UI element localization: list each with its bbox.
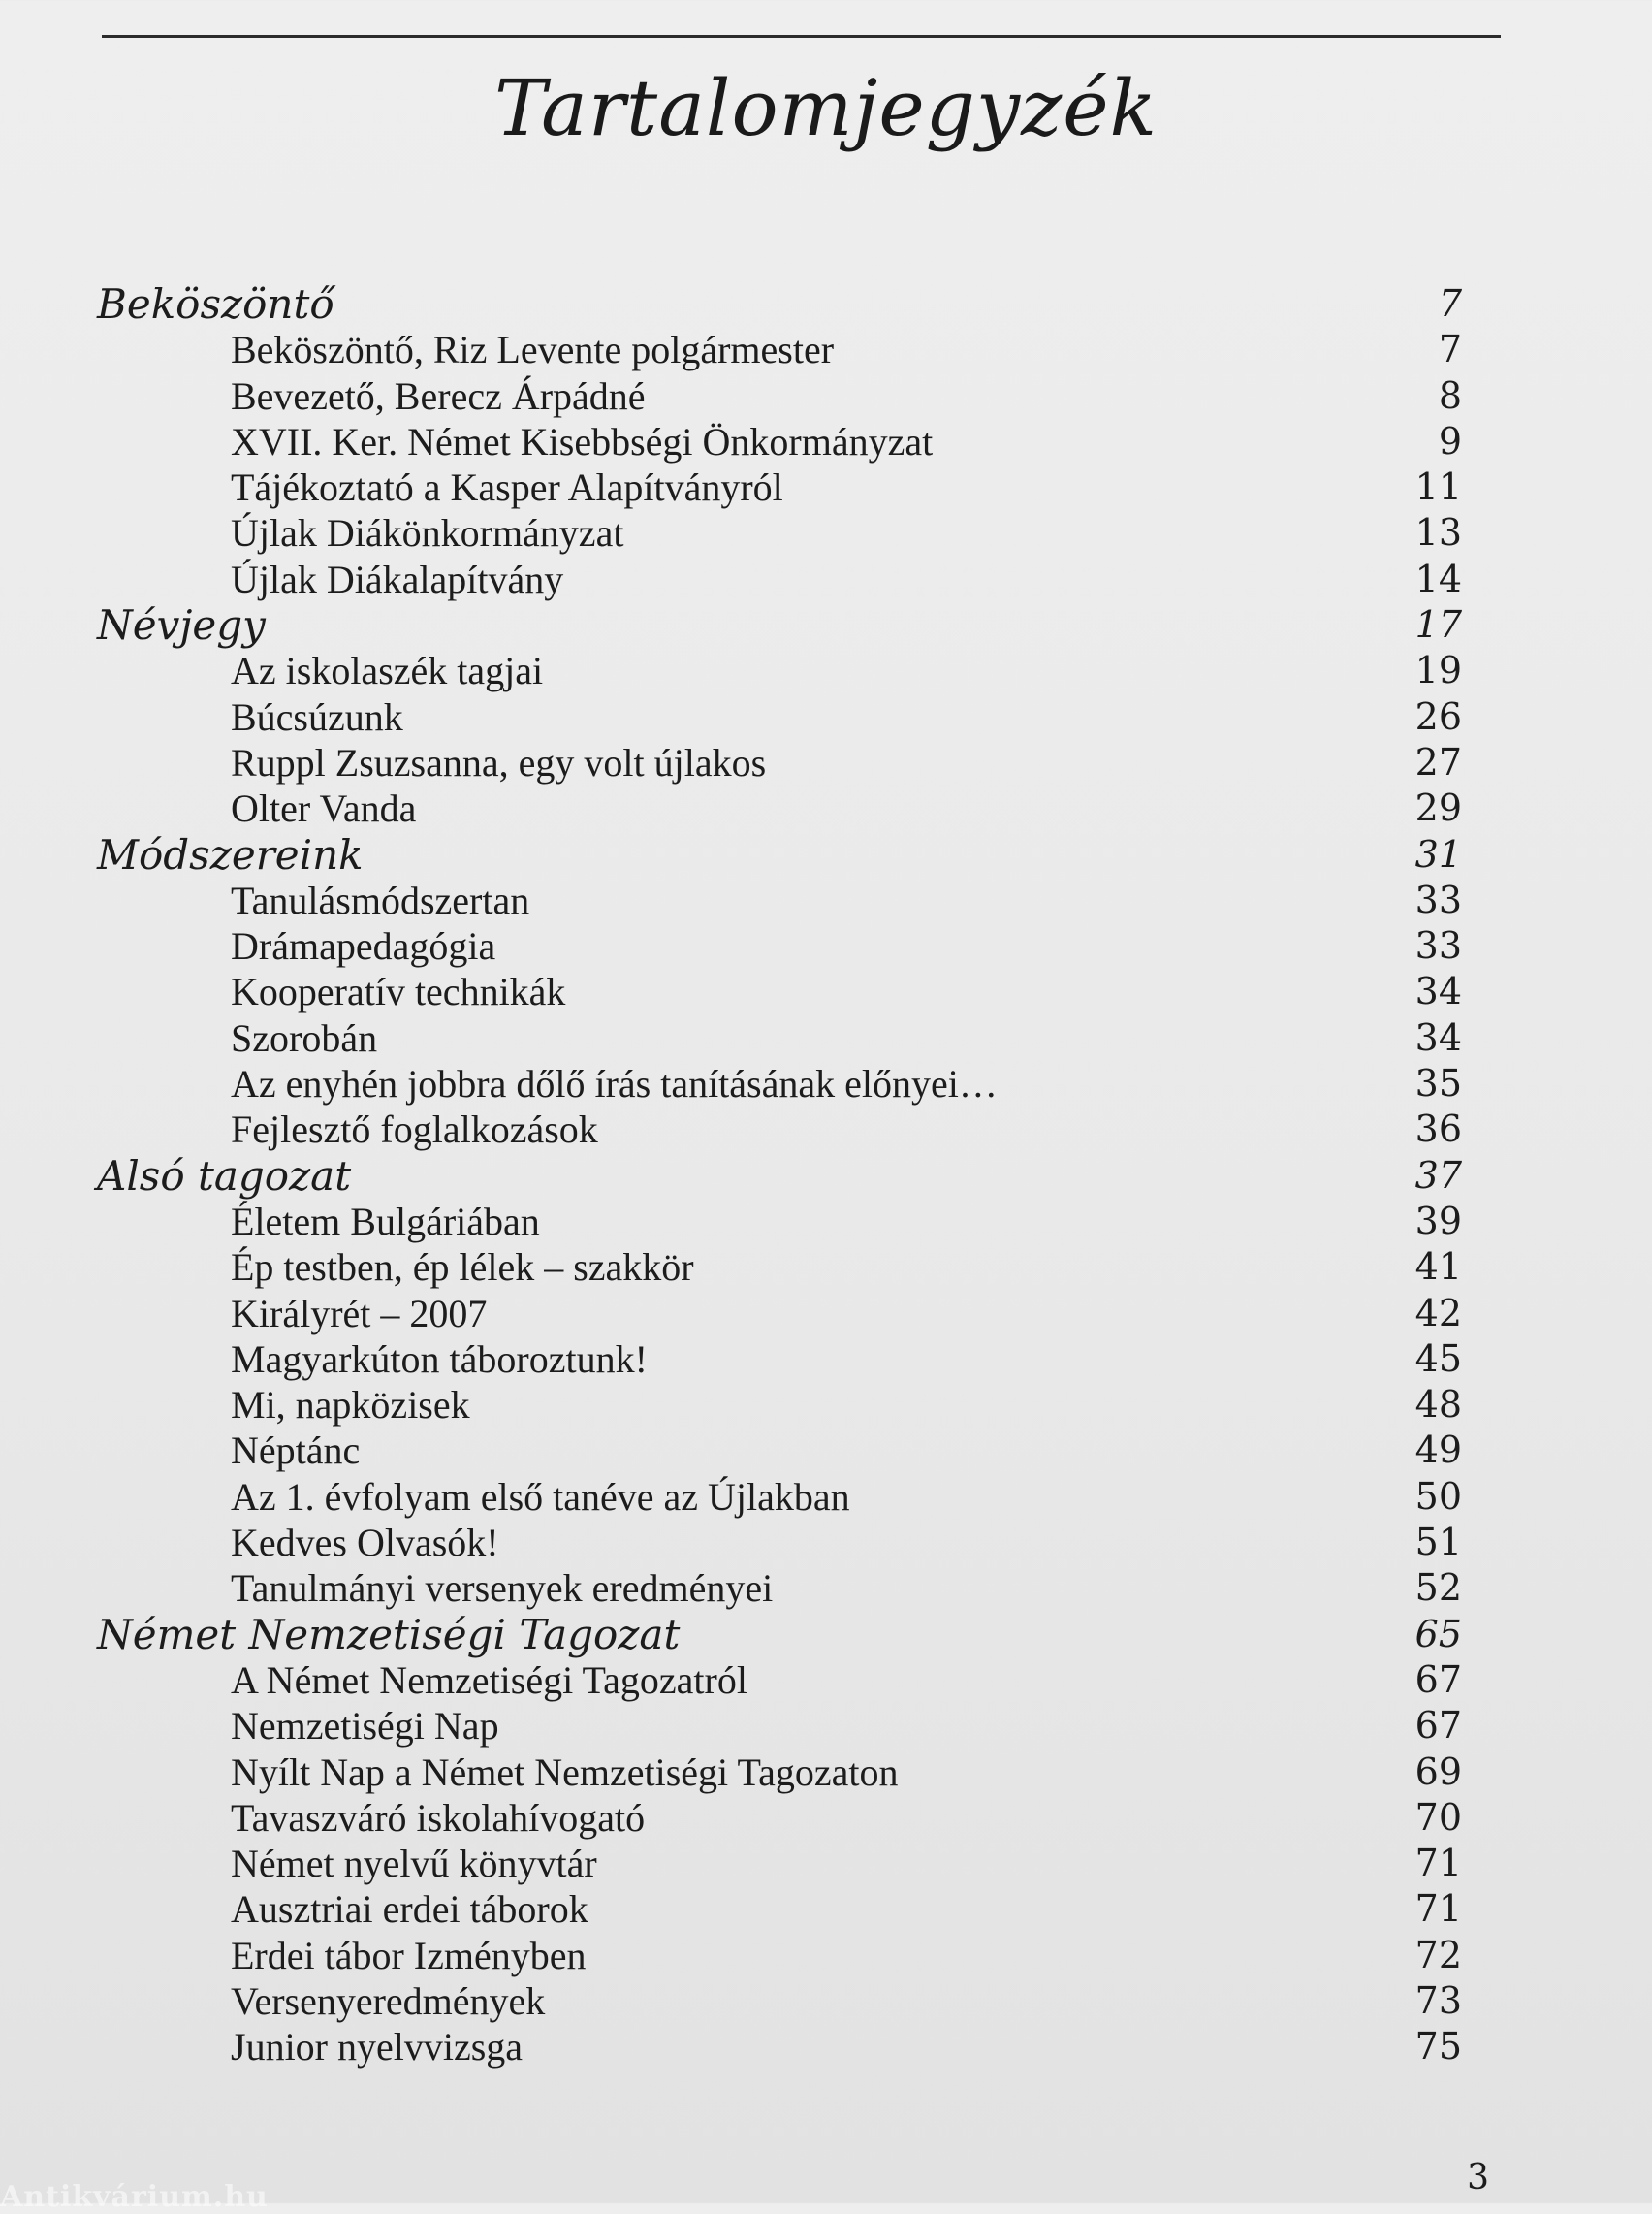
section-page-number: 31 — [1414, 832, 1462, 876]
section-heading[interactable] — [0, 281, 1652, 327]
entry-page-number: 34 — [1414, 1015, 1462, 1059]
toc-entry[interactable] — [0, 740, 1652, 786]
toc-entry[interactable] — [0, 1382, 1652, 1428]
page-number: 3 — [1467, 2158, 1489, 2198]
entry-page-number: 39 — [1414, 1199, 1462, 1242]
entry-page-number: 9 — [1438, 419, 1462, 463]
table-of-contents — [0, 281, 1652, 2070]
entry-page-number: 70 — [1414, 1795, 1462, 1839]
entry-page-number: 19 — [1414, 649, 1462, 692]
entry-page-number: 7 — [1438, 328, 1462, 371]
toc-entry[interactable] — [0, 648, 1652, 693]
entry-page-number: 8 — [1438, 373, 1462, 417]
toc-entry[interactable] — [0, 1199, 1652, 1244]
entry-page-number: 50 — [1414, 1474, 1462, 1518]
entry-title: Nyílt Nap a Német Nemzetiségi Tagozaton — [231, 1749, 899, 1794]
entry-title: Bevezető, Berecz Árpádné — [231, 373, 646, 418]
toc-entry[interactable] — [0, 1520, 1652, 1565]
toc-entry[interactable] — [0, 923, 1652, 969]
toc-entry[interactable] — [0, 878, 1652, 923]
section-title: Beköszöntő — [97, 280, 334, 328]
toc-entry[interactable] — [0, 1978, 1652, 2024]
watermark: Antikvárium.hu — [0, 2180, 269, 2214]
entry-title: Búcsúzunk — [231, 694, 403, 739]
entry-page-number: 26 — [1414, 694, 1462, 738]
entry-title: Német nyelvű könyvtár — [231, 1842, 597, 1886]
entry-title: Fejlesztő foglalkozások — [231, 1107, 598, 1152]
toc-section — [0, 602, 1652, 831]
entry-page-number: 52 — [1414, 1566, 1462, 1610]
entry-page-number: 14 — [1414, 557, 1462, 600]
section-heading[interactable] — [0, 1612, 1652, 1657]
toc-entry[interactable] — [0, 1244, 1652, 1290]
toc-entry[interactable] — [0, 373, 1652, 419]
entry-title: Szorobán — [231, 1015, 378, 1060]
toc-section — [0, 1153, 1652, 1612]
entry-title: Néptánc — [231, 1428, 361, 1473]
section-heading[interactable] — [0, 602, 1652, 648]
toc-entry[interactable] — [0, 1703, 1652, 1749]
entry-title: Az iskolaszék tagjai — [231, 649, 544, 693]
toc-entry[interactable] — [0, 1565, 1652, 1611]
entry-title: Ruppl Zsuzsanna, egy volt újlakos — [231, 740, 767, 785]
entry-title: XVII. Ker. Német Kisebbségi Önkormányzat — [231, 419, 934, 464]
entry-page-number: 67 — [1414, 1704, 1462, 1748]
entry-title: Kedves Olvasók! — [231, 1521, 499, 1565]
entry-page-number: 41 — [1414, 1245, 1462, 1289]
section-title: Módszereink — [97, 830, 364, 879]
toc-entry[interactable] — [0, 1795, 1652, 1841]
entry-title: Az 1. évfolyam első tanéve az Újlakban — [231, 1474, 850, 1519]
section-page-number: 37 — [1414, 1153, 1462, 1197]
entry-page-number: 33 — [1414, 878, 1462, 921]
toc-section — [0, 832, 1652, 1153]
entry-page-number: 35 — [1414, 1062, 1462, 1106]
entry-title: Olter Vanda — [231, 786, 417, 831]
entry-page-number: 72 — [1414, 1933, 1462, 1976]
toc-entry[interactable] — [0, 327, 1652, 372]
entry-title: Életem Bulgáriában — [231, 1199, 540, 1243]
entry-title: Ausztriai erdei táborok — [231, 1887, 588, 1932]
entry-title: Versenyeredmények — [231, 1978, 546, 2023]
toc-entry[interactable] — [0, 1428, 1652, 1473]
section-title: Német Nemzetiségi Tagozat — [97, 1610, 681, 1658]
toc-entry[interactable] — [0, 1657, 1652, 1703]
section-page-number: 7 — [1438, 282, 1462, 325]
entry-page-number: 48 — [1414, 1383, 1462, 1427]
entry-title: Junior nyelvvizsga — [231, 2025, 524, 2070]
section-page-number: 65 — [1414, 1612, 1462, 1655]
toc-section — [0, 281, 1652, 602]
entry-title: Az enyhén jobbra dőlő írás tanításának előnyei… — [231, 1062, 998, 1107]
top-rule — [102, 35, 1501, 38]
entry-title: Kooperatív technikák — [231, 970, 566, 1014]
toc-entry[interactable] — [0, 969, 1652, 1014]
entry-page-number: 67 — [1414, 1657, 1462, 1701]
entry-title: Nemzetiségi Nap — [231, 1704, 499, 1749]
entry-page-number: 51 — [1414, 1521, 1462, 1564]
entry-page-number: 45 — [1414, 1336, 1462, 1380]
entry-page-number: 27 — [1414, 740, 1462, 784]
entry-page-number: 36 — [1414, 1107, 1462, 1151]
entry-page-number: 73 — [1414, 1978, 1462, 2022]
entry-title: Ép testben, ép lélek – szakkör — [231, 1245, 694, 1290]
toc-entry[interactable] — [0, 465, 1652, 510]
toc-entry[interactable] — [0, 1336, 1652, 1382]
toc-entry[interactable] — [0, 1886, 1652, 1932]
entry-page-number: 34 — [1414, 970, 1462, 1013]
entry-page-number: 49 — [1414, 1428, 1462, 1472]
entry-page-number: 29 — [1414, 786, 1462, 830]
entry-page-number: 71 — [1414, 1842, 1462, 1885]
toc-entry[interactable] — [0, 1933, 1652, 1978]
toc-entry[interactable] — [0, 557, 1652, 602]
section-title: Alsó tagozat — [97, 1151, 352, 1200]
entry-page-number: 11 — [1414, 465, 1462, 509]
toc-entry[interactable] — [0, 786, 1652, 831]
section-title: Névjegy — [97, 601, 266, 650]
entry-page-number: 42 — [1414, 1291, 1462, 1334]
toc-entry[interactable] — [0, 694, 1652, 740]
entry-title: Erdei tábor Izményben — [231, 1933, 587, 1977]
entry-title: Tanulásmódszertan — [231, 878, 530, 922]
entry-title: Tanulmányi versenyek eredményei — [231, 1566, 774, 1611]
entry-page-number: 13 — [1414, 511, 1462, 555]
entry-title: Drámapedagógia — [231, 924, 496, 969]
entry-title: Újlak Diákalapítvány — [231, 557, 564, 601]
toc-entry[interactable] — [0, 1749, 1652, 1795]
section-page-number: 17 — [1414, 603, 1462, 647]
entry-page-number: 75 — [1414, 2025, 1462, 2069]
toc-entry[interactable] — [0, 1474, 1652, 1520]
toc-entry[interactable] — [0, 419, 1652, 465]
toc-entry[interactable] — [0, 1291, 1652, 1336]
toc-entry[interactable] — [0, 1841, 1652, 1886]
entry-page-number: 69 — [1414, 1749, 1462, 1793]
toc-entry[interactable] — [0, 1015, 1652, 1061]
entry-title: A Német Nemzetiségi Tagozatról — [231, 1657, 747, 1702]
toc-entry[interactable] — [0, 1107, 1652, 1152]
entry-title: Újlak Diákönkormányzat — [231, 511, 624, 556]
entry-title: Királyrét – 2007 — [231, 1291, 488, 1335]
section-heading[interactable] — [0, 1153, 1652, 1199]
section-heading[interactable] — [0, 832, 1652, 878]
entry-title: Tájékoztató a Kasper Alapítványról — [231, 465, 783, 510]
entry-page-number: 33 — [1414, 924, 1462, 968]
entry-title: Magyarkúton táboroztunk! — [231, 1336, 648, 1381]
toc-section — [0, 1612, 1652, 2070]
toc-entry[interactable] — [0, 510, 1652, 556]
toc-entry[interactable] — [0, 2024, 1652, 2070]
entry-title: Beköszöntő, Riz Levente polgármester — [231, 328, 835, 372]
entry-title: Tavaszváró iskolahívogató — [231, 1795, 646, 1840]
entry-page-number: 71 — [1414, 1887, 1462, 1931]
entry-title: Mi, napközisek — [231, 1383, 470, 1428]
toc-entry[interactable] — [0, 1061, 1652, 1107]
page-title: Tartalomjegyzék — [493, 63, 1159, 153]
